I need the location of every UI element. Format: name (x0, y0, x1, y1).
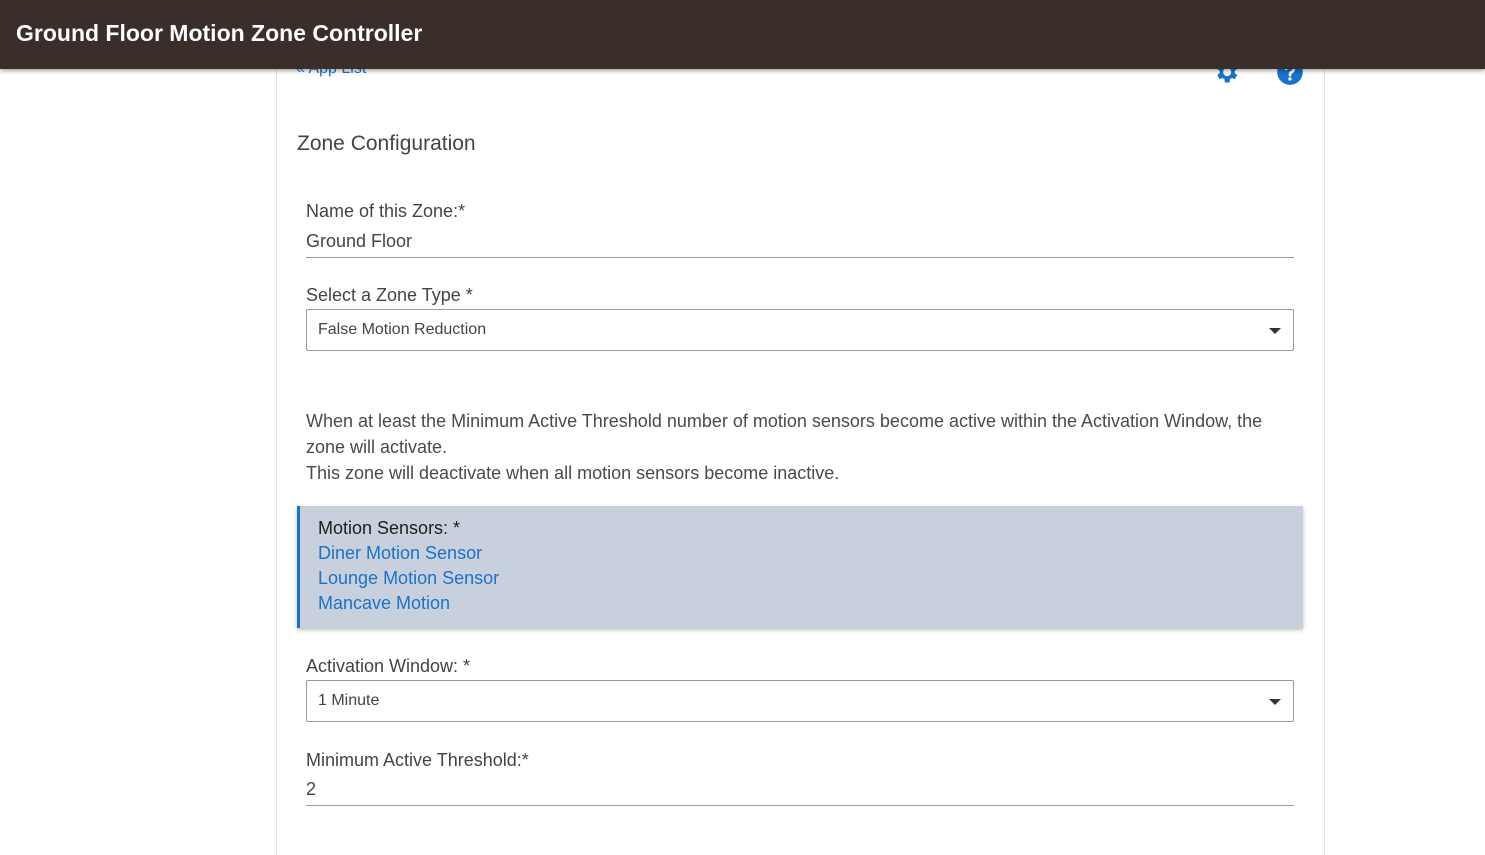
page-title: Ground Floor Motion Zone Controller (16, 20, 423, 46)
activation-window-value: 1 Minute (318, 692, 380, 709)
chevron-down-icon (1269, 699, 1281, 705)
zone-type-select[interactable] (306, 309, 1294, 351)
description-line-2: This zone will deactivate when all motion sensors become inactive. (306, 463, 840, 483)
zone-name-input[interactable]: Ground Floor (306, 227, 1294, 258)
sensor-item[interactable]: Mancave Motion (318, 593, 451, 613)
sensor-item[interactable]: Lounge Motion Sensor (318, 568, 500, 588)
zone-type-value: False Motion Reduction (318, 321, 487, 338)
zone-description (306, 408, 1266, 486)
zone-name-label: Name of this Zone:* (306, 201, 466, 221)
motion-sensors-field[interactable] (297, 506, 1303, 628)
activation-window-label: Activation Window: * (306, 656, 471, 676)
chevron-down-icon (1269, 328, 1281, 334)
section-title: Zone Configuration (297, 132, 476, 155)
min-threshold-input[interactable]: 2 (306, 775, 1294, 806)
description-line-1: When at least the Minimum Active Threshold number of motion sensors become active within the Activation Window, the zone will activate. (306, 411, 1263, 457)
sensor-item[interactable]: Diner Motion Sensor (318, 543, 483, 563)
min-threshold-label: Minimum Active Threshold:* (306, 750, 529, 770)
motion-sensors-label: Motion Sensors: * (318, 518, 461, 538)
activation-window-select[interactable] (306, 680, 1294, 722)
app-header (0, 0, 1485, 69)
zone-type-label: Select a Zone Type * (306, 285, 473, 305)
